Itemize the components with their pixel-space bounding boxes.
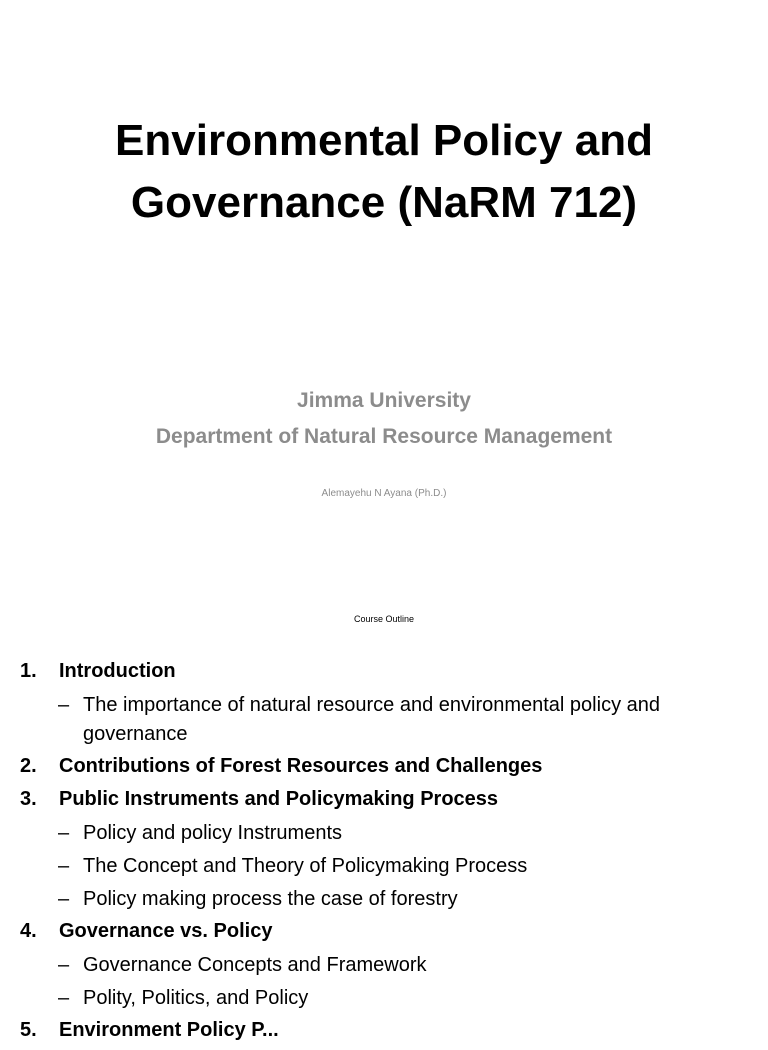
outline-item-heading [0, 786, 768, 819]
outline-item-heading [0, 658, 768, 691]
outline-item-number: 1. [20, 660, 37, 682]
author-name: Alemayehu N Ayana (Ph.D.) [321, 488, 447, 499]
dash-bullet-icon: – [58, 855, 70, 877]
slide-title-line-1: Environmental Policy and [115, 116, 653, 165]
outline-item-text: Contributions of Forest Resources and Challenges [59, 755, 543, 777]
outline-subitem-text: Policy and policy Instruments [83, 822, 343, 844]
outline-item-number: 5. [20, 1019, 37, 1041]
dash-bullet-icon: – [58, 987, 70, 1009]
outline-subitem-list [0, 691, 768, 749]
outline-subitem [0, 951, 768, 980]
outline-item [0, 918, 768, 1013]
outline-item-heading [0, 1017, 768, 1050]
outline-subitem [0, 819, 768, 848]
outline-subitem-text: Governance Concepts and Framework [83, 954, 427, 976]
outline-item-text: Environment Policy P... [59, 1019, 279, 1041]
outline-subitem-text: The importance of natural resource and environmental policy and governance [83, 694, 660, 745]
slide-title [0, 110, 768, 234]
outline-item-text: Public Instruments and Policymaking Process [59, 788, 499, 810]
outline-subitem-text: Polity, Politics, and Policy [83, 987, 309, 1009]
outline-item-heading [0, 753, 768, 786]
department-name: Department of Natural Resource Management [155, 425, 613, 448]
outline-item [0, 658, 768, 749]
outline-item-number: 2. [20, 755, 37, 777]
outline-item-text: Governance vs. Policy [59, 920, 273, 942]
outline-subitem [0, 984, 768, 1013]
outline-item [0, 1017, 768, 1050]
outline-item-number: 4. [20, 920, 37, 942]
dash-bullet-icon: – [58, 694, 70, 716]
outline-subitem-text: Policy making process the case of forestry [83, 888, 458, 910]
dash-bullet-icon: – [58, 954, 70, 976]
dash-bullet-icon: – [58, 822, 70, 844]
outline-subitem-list [0, 819, 768, 914]
outline-subitem [0, 885, 768, 914]
course-outline-list [0, 658, 768, 1050]
outline-item [0, 753, 768, 786]
outline-heading: Course Outline [353, 614, 415, 624]
outline-subitem [0, 691, 768, 749]
outline-item-text: Introduction [59, 660, 176, 682]
outline-item-number: 3. [20, 788, 37, 810]
dash-bullet-icon: – [58, 888, 70, 910]
outline-item [0, 786, 768, 914]
outline-subitem [0, 852, 768, 881]
outline-item-heading [0, 918, 768, 951]
slide-title-line-2: Governance (NaRM 712) [130, 178, 638, 227]
outline-subitem-text: The Concept and Theory of Policymaking Process [83, 855, 528, 877]
institution-name: Jimma University [297, 389, 471, 412]
outline-subitem-list [0, 951, 768, 1013]
